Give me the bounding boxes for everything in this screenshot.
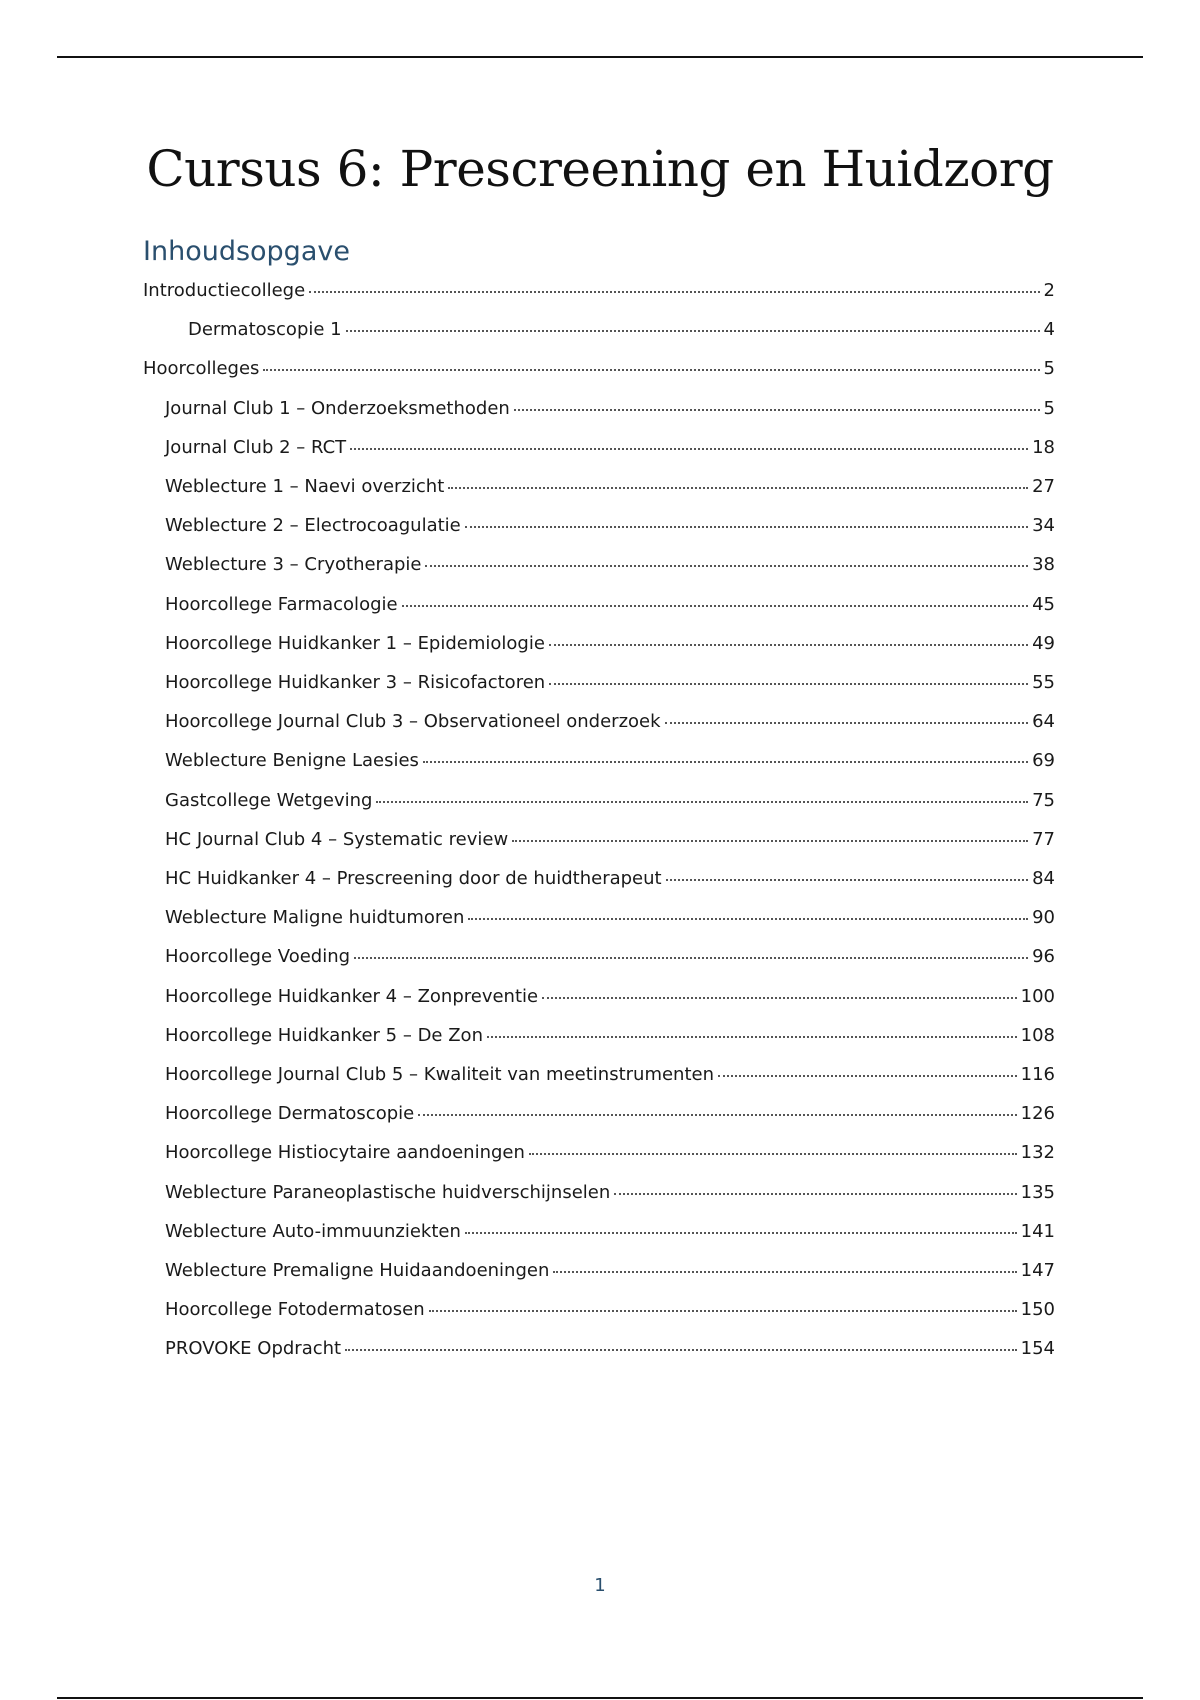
toc-dot-leader (665, 722, 1029, 724)
bottom-rule (57, 1697, 1143, 1699)
toc-entry-page: 49 (1032, 633, 1055, 654)
toc-entry-label: Journal Club 1 – Onderzoeksmethoden (165, 398, 510, 419)
toc-entry[interactable] (165, 1220, 1055, 1244)
toc-dot-leader (345, 1349, 1017, 1351)
toc-entry-page: 116 (1020, 1064, 1055, 1085)
toc-dot-leader (666, 879, 1028, 881)
toc-dot-leader (418, 1114, 1016, 1116)
toc-entry[interactable] (165, 397, 1055, 421)
toc-entry[interactable] (165, 867, 1055, 891)
toc-entry-label: Hoorcollege Dermatoscopie (165, 1103, 415, 1124)
toc-entry-label: Hoorcollege Huidkanker 4 – Zonpreventie (165, 986, 539, 1007)
toc-entry[interactable] (165, 710, 1055, 734)
toc-entry[interactable] (165, 553, 1055, 577)
toc-entry-page: 5 (1043, 398, 1055, 419)
toc-entry-page: 2 (1043, 280, 1055, 301)
toc-dot-leader (514, 409, 1040, 411)
toc-entry-page: 100 (1020, 986, 1055, 1007)
toc-entry[interactable] (165, 632, 1055, 656)
toc-entry-page: 55 (1032, 672, 1055, 693)
toc-entry[interactable] (165, 1298, 1055, 1322)
toc-entry[interactable] (165, 1141, 1055, 1165)
toc-entry-label: Weblecture Benigne Laesies (165, 750, 419, 771)
toc-entry-page: 132 (1020, 1142, 1055, 1163)
toc-dot-leader (423, 761, 1028, 763)
toc-entry[interactable] (165, 1063, 1055, 1087)
toc-entry-label: Hoorcollege Histiocytaire aandoeningen (165, 1142, 525, 1163)
toc-entry-label: Hoorcollege Huidkanker 1 – Epidemiologie (165, 633, 545, 654)
toc-entry-label: Dermatoscopie 1 (188, 319, 342, 340)
toc-entry[interactable] (165, 1181, 1055, 1205)
toc-entry[interactable] (165, 1024, 1055, 1048)
toc-dot-leader (429, 1310, 1017, 1312)
toc-entry-label: Hoorcollege Huidkanker 3 – Risicofactoren (165, 672, 546, 693)
toc-entry-label: Introductiecollege (143, 280, 306, 301)
toc-entry[interactable] (188, 318, 1055, 342)
toc-entry-page: 5 (1043, 358, 1055, 379)
toc-entry-page: 64 (1032, 711, 1055, 732)
toc-entry[interactable] (165, 436, 1055, 460)
toc-entry[interactable] (165, 593, 1055, 617)
toc-dot-leader (425, 565, 1028, 567)
toc-dot-leader (553, 1271, 1016, 1273)
toc-entry[interactable] (143, 357, 1055, 381)
toc-dot-leader (549, 644, 1028, 646)
toc-entry-page: 135 (1020, 1182, 1055, 1203)
toc-dot-leader (549, 683, 1028, 685)
toc-dot-leader (465, 1232, 1017, 1234)
toc-entry[interactable] (165, 985, 1055, 1009)
toc-dot-leader (376, 801, 1028, 803)
toc-dot-leader (448, 487, 1028, 489)
page-number: 1 (594, 1575, 606, 1596)
toc-entry[interactable] (165, 1102, 1055, 1126)
toc-entry-label: Hoorcollege Journal Club 5 – Kwaliteit van meetinstrumenten (165, 1064, 714, 1085)
toc-entry[interactable] (165, 475, 1055, 499)
toc-entry-label: Weblecture 1 – Naevi overzicht (165, 476, 445, 497)
toc-entry[interactable] (165, 789, 1055, 813)
toc-dot-leader (346, 330, 1040, 332)
toc-entry-label: Hoorcollege Farmacologie (165, 594, 398, 615)
toc-entry-label: HC Journal Club 4 – Systematic review (165, 829, 509, 850)
toc-entry[interactable] (165, 1337, 1055, 1361)
toc-entry[interactable] (165, 1259, 1055, 1283)
toc-entry-page: 150 (1020, 1299, 1055, 1320)
toc-entry-page: 141 (1020, 1221, 1055, 1242)
toc-entry-label: Weblecture 3 – Cryotherapie (165, 554, 422, 575)
toc-dot-leader (402, 605, 1029, 607)
toc-entry-label: Gastcollege Wetgeving (165, 790, 373, 811)
toc-entry-label: Hoorcollege Journal Club 3 – Observationeel onderzoek (165, 711, 661, 732)
toc-entry-page: 77 (1032, 829, 1055, 850)
toc-dot-leader (718, 1075, 1017, 1077)
toc-entry[interactable] (165, 671, 1055, 695)
toc-dot-leader (487, 1036, 1017, 1038)
toc-entry-page: 27 (1032, 476, 1055, 497)
toc-entry-label: Weblecture Premaligne Huidaandoeningen (165, 1260, 550, 1281)
toc-dot-leader (512, 840, 1028, 842)
toc-entry-label: Weblecture 2 – Electrocoagulatie (165, 515, 461, 536)
toc-dot-leader (529, 1153, 1017, 1155)
toc-entry-label: Hoorcollege Voeding (165, 946, 351, 967)
toc-entry[interactable] (165, 749, 1055, 773)
toc-entry-label: PROVOKE Opdracht (165, 1338, 342, 1359)
toc-dot-leader (350, 448, 1028, 450)
toc-entry-page: 38 (1032, 554, 1055, 575)
toc-entry-page: 154 (1020, 1338, 1055, 1359)
toc-entry[interactable] (143, 279, 1055, 303)
toc-entry-label: Hoorcolleges (143, 358, 260, 379)
toc-entry-page: 90 (1032, 907, 1055, 928)
toc-entry-page: 84 (1032, 868, 1055, 889)
toc-entry-page: 69 (1032, 750, 1055, 771)
toc-entry-page: 18 (1032, 437, 1055, 458)
toc-entry[interactable] (165, 514, 1055, 538)
toc-entry-page: 45 (1032, 594, 1055, 615)
toc-entry-page: 96 (1032, 946, 1055, 967)
toc-dot-leader (542, 997, 1017, 999)
toc-heading: Inhoudsopgave (143, 236, 350, 267)
toc-entry-page: 34 (1032, 515, 1055, 536)
toc-entry-page: 75 (1032, 790, 1055, 811)
toc-entry-label: Hoorcollege Huidkanker 5 – De Zon (165, 1025, 483, 1046)
toc-entry-label: HC Huidkanker 4 – Prescreening door de huidtherapeut (165, 868, 662, 889)
toc-dot-leader (309, 291, 1039, 293)
toc-dot-leader (468, 918, 1028, 920)
toc-entry-page: 108 (1020, 1025, 1055, 1046)
document-title: Cursus 6: Prescreening en Huidzorg (146, 140, 1054, 198)
toc-entry-label: Weblecture Paraneoplastische huidverschijnselen (165, 1182, 611, 1203)
toc-entry[interactable] (165, 828, 1055, 852)
toc-dot-leader (354, 957, 1028, 959)
toc-entry-page: 4 (1043, 319, 1055, 340)
toc-dot-leader (614, 1193, 1016, 1195)
toc-entry[interactable] (165, 906, 1055, 930)
toc-entry-page: 126 (1020, 1103, 1055, 1124)
toc-entry-label: Hoorcollege Fotodermatosen (165, 1299, 425, 1320)
toc-entry-label: Weblecture Auto-immuunziekten (165, 1221, 461, 1242)
toc-entry-label: Weblecture Maligne huidtumoren (165, 907, 465, 928)
toc-dot-leader (263, 369, 1039, 371)
toc-entry[interactable] (165, 945, 1055, 969)
toc-entry-label: Journal Club 2 – RCT (165, 437, 347, 458)
toc-dot-leader (465, 526, 1028, 528)
toc-entry-page: 147 (1020, 1260, 1055, 1281)
